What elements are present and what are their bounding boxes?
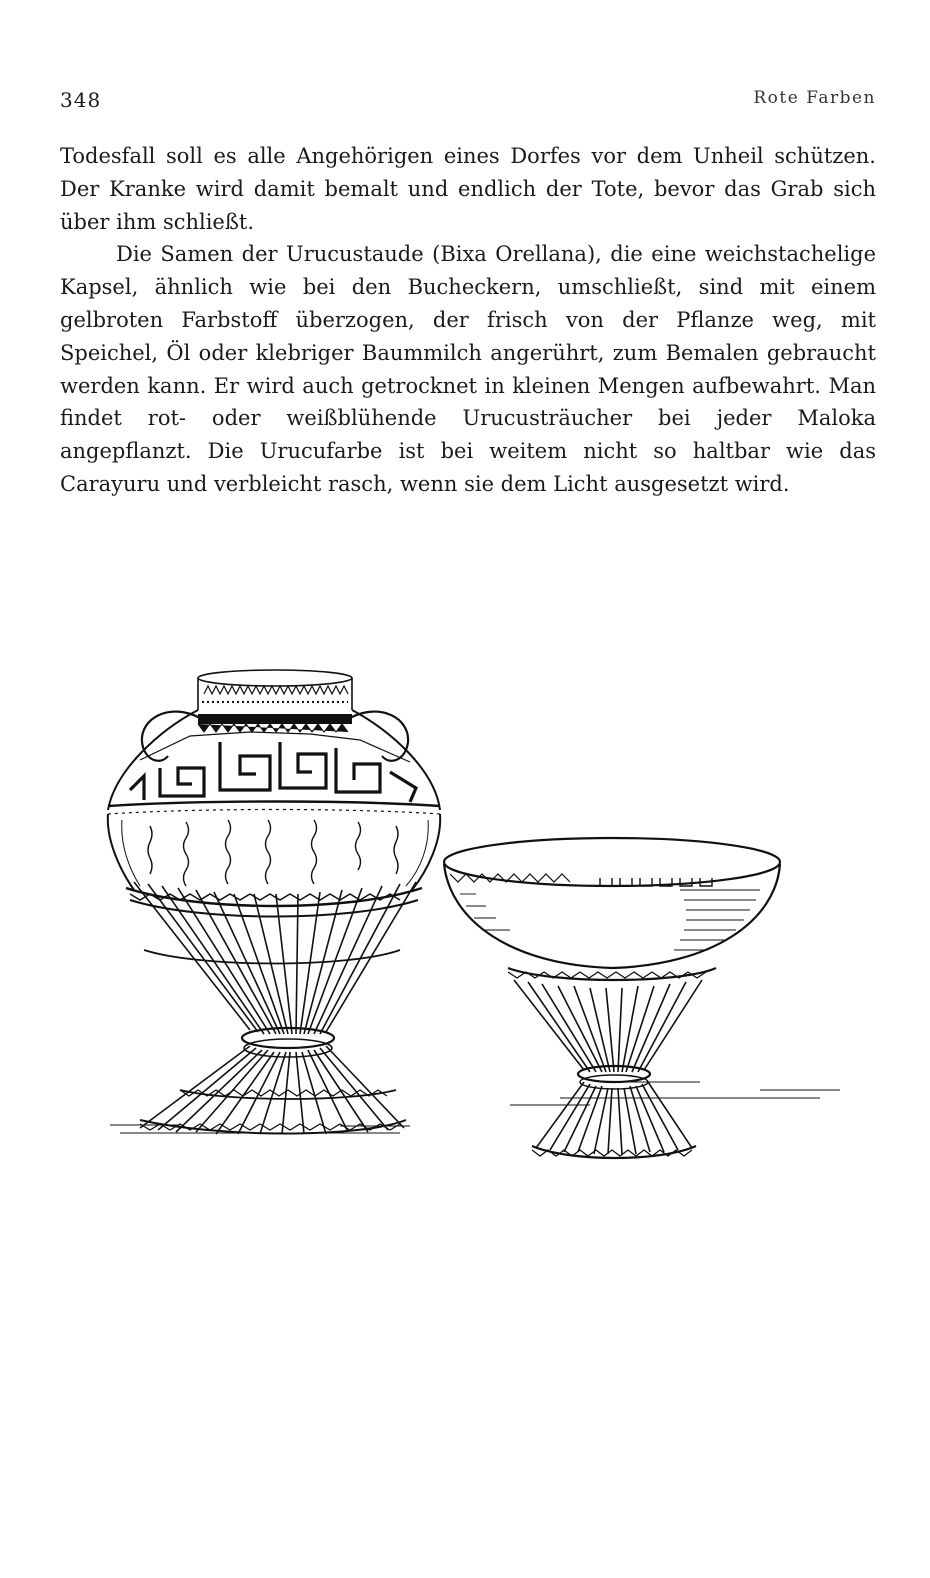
pottery-drawing xyxy=(100,650,850,1210)
page-header xyxy=(60,88,876,114)
paragraph-1: Todesfall soll es alle Angehörigen eines Dorfes vor dem Unheil schützen. Der Kranke wird damit bemalt und endlich der Tote, bevor das Grab sich über ihm schließt. xyxy=(60,144,876,234)
painted-jar-on-woven-stand xyxy=(108,670,440,1134)
paragraph-2: Die Samen der Urucustaude (Bixa Orellana), die eine weichstachelige Kapsel, ähnlich wie bei den Bucheckern, umschließt, sind mit einem gelbroten Farbstoff überzogen, der frisch von der Pflanze weg, mit Speichel, Öl oder klebriger Baummilch angerührt, zum Bemalen gebraucht werden kann. Er wird auch getrocknet in kleinen Mengen aufbewahrt. Man findet rot- oder weißblühende Urucusträucher bei jeder Maloka angepflanzt. Die Urucufarbe ist bei weitem nicht so haltbar wie das Carayuru und verbleicht rasch, wenn sie dem Licht ausgesetzt wird. xyxy=(60,242,876,496)
page-number: 348 xyxy=(60,88,102,112)
figure-pottery-illustration xyxy=(100,650,850,1210)
bowl-on-woven-stand xyxy=(444,838,840,1158)
running-head: Rote Farben xyxy=(753,88,876,108)
body-text xyxy=(60,140,876,501)
